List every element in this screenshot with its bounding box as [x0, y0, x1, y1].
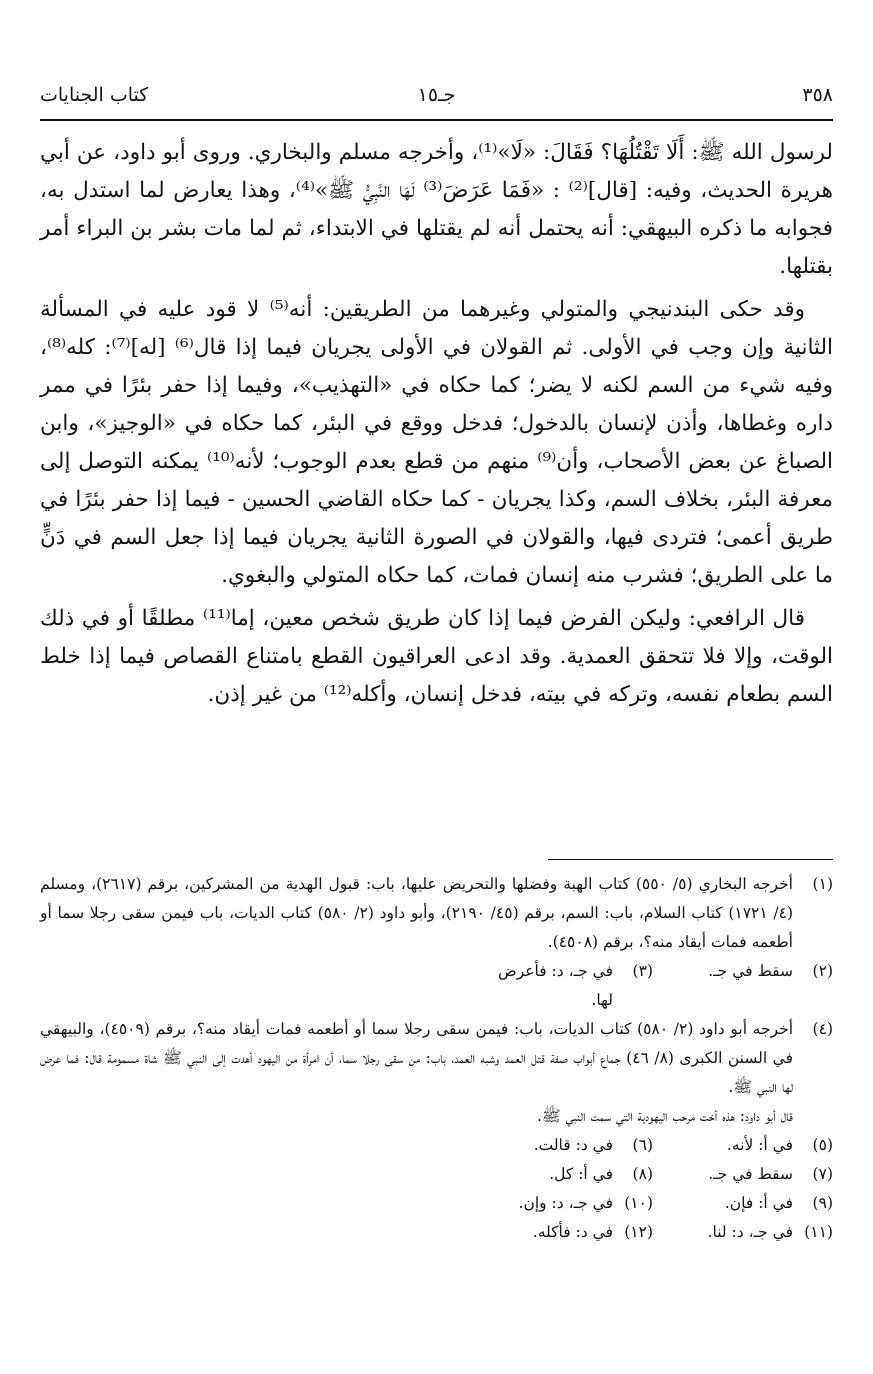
footnote: [40, 870, 833, 957]
footnote: [473, 1218, 653, 1247]
footnote-text: في د: فأكله.: [532, 1223, 613, 1241]
footnote-text: في أ: كل.: [549, 1165, 613, 1183]
book-title: كتاب الجنايات: [40, 84, 149, 106]
footnote-text: في د: قالت.: [533, 1136, 613, 1154]
paragraph: لرسول الله ﷺ: أَلَا تَقْتُلُهَا؟ فَقَالَ: «لَا»⁽¹⁾، وأخرجه مسلم والبخاري. وروى أبو داود، عن أبي هريرة الحديث، وفيه: [قال]⁽²⁾ : «فَمَا عَرَضَ⁽³⁾ لَهَا النَّبِيُّ ﷺ»⁽⁴⁾، وهذا يعارض لما استدل به، فجوابه ما ذكره البيهقي: أنه يحتمل أنه لم يقتلها في الابتداء، ثم لما مات بشر بن البراء أمر بقتلها.: [40, 140, 833, 279]
footnote: [653, 1131, 833, 1160]
footnote-number: (١٠): [624, 1194, 653, 1212]
footnote-number: (٢): [812, 962, 833, 980]
footnote-text: في جـ، د: لنا.: [707, 1223, 793, 1241]
footnote: [40, 1015, 833, 1102]
footnote-number: (٥): [812, 1136, 833, 1154]
footnote-text: سقط في جـ.: [708, 962, 793, 980]
footnote-number: (٣): [632, 962, 653, 980]
footnote-number: (١٢): [624, 1223, 653, 1241]
footnote-number: (٦): [632, 1136, 653, 1154]
footnote-row: [40, 1160, 833, 1189]
page-number: ٣٥٨: [802, 84, 833, 106]
footnote: [473, 1160, 653, 1189]
footnote: [653, 1160, 833, 1189]
footnote-row: [40, 1131, 833, 1160]
footnote: [653, 957, 833, 1015]
footnote: [473, 1131, 653, 1160]
footnote-text: في أ: فإن.: [724, 1194, 793, 1212]
footnote-row: [40, 1218, 833, 1247]
footnote-number: (٩): [812, 1194, 833, 1212]
footnote: [653, 1218, 833, 1247]
footnote-text: في جـ، د: فأعرض لها.: [497, 962, 613, 1009]
footnote-text: في جـ، د: وإن.: [518, 1194, 613, 1212]
footnote: [653, 1189, 833, 1218]
footnote-text: سقط في جـ.: [708, 1165, 793, 1183]
footnote-row: [40, 957, 833, 1015]
footnote-number: (٤): [812, 1020, 833, 1038]
footnote-text: أخرجه أبو داود (٢/ ٥٨٠) كتاب الديات، باب: فيمن سقى رجلا سما أو أطعمه فمات أيقاد منه؟، برقم (٤٥٠٩)، والبيهقي في السنن الكبرى (٨/ ٤٦) جماع أبواب صفة قتل العمد وشبه العمد، باب: من سقى رجلا سما، أن امرأة من اليهود أهدت إلى النبي ﷺ شاة مسمومة قال: فما عرض لها النبي ﷺ.: [40, 1020, 794, 1096]
running-header: [40, 84, 833, 112]
header-divider: [40, 119, 833, 121]
footnote-text: في أ: لأنه.: [726, 1136, 793, 1154]
footnote-divider: [548, 859, 833, 860]
paragraph: وقد حكى البندنيجي والمتولي وغيرهما من الطريقين: أنه⁽⁵⁾ لا قود عليه في المسألة الثانية وإن وجب في الأولى. ثم القولان في الأولى يجريان فيما إذا قال⁽⁶⁾ [له]⁽⁷⁾: كله⁽⁸⁾، وفيه شيء من السم لكنه لا يضر؛ كما حكاه في «التهذيب»، وفيما إذا حفر بئرًا في ممر داره وغطاها، وأذن لإنسان بالدخول؛ فدخل ووقع في البئر، كما حكاه في «الوجيز»، وابن الصباغ عن بعض الأصحاب، وأن⁽⁹⁾ منهم من قطع بعدم الوجوب؛ لأنه⁽¹⁰⁾ يمكنه التوصل إلى معرفة البئر، بخلاف السم، وكذا يجريان - كما حكاه القاضي الحسين - فيما إذا حفر بئرًا في طريق أعمى؛ فتردى فيها، والقولان في الصورة الثانية يجريان فيما إذا جعل السم في دَنٍّ ما على الطريق؛ فشرب منه إنسان فمات، كما حكاه المتولي والبغوي.: [40, 297, 834, 588]
footnote-number: (٧): [812, 1165, 833, 1183]
footnote-text: أخرجه البخاري (٥/ ٥٥٠) كتاب الهبة وفضلها والتحريض عليها، باب: قبول الهدية من المشركين، برقم (٢٦١٧)، ومسلم (٤/ ١٧٢١) كتاب السلام، باب: السم، برقم (٤٥/ ٢١٩٠)، وأبو داود (٢/ ٥٨٠) كتاب الديات، باب فيمن سقى رجلا سما أو أطعمه فمات أيقاد منه؟، برقم (٤٥٠٨).: [40, 875, 794, 951]
main-text: [40, 134, 833, 719]
footnote-number: (٨): [632, 1165, 653, 1183]
footnote: [473, 1189, 653, 1218]
paragraph: قال الرافعي: وليكن الفرض فيما إذا كان طريق شخص معين، إما⁽¹¹⁾ مطلقًا أو في ذلك الوقت، وإلا فلا تتحقق العمدية. وقد ادعى العراقيون القطع بامتناع القصاص فيما إذا خلط السم بطعام نفسه، وتركه في بيته، فدخل إنسان، وأكله⁽¹²⁾ من غير إذن.: [40, 606, 833, 707]
volume-label: جـ١٥: [417, 84, 456, 106]
footnote-number: (١١): [804, 1223, 833, 1241]
footnote-continuation: قال أبو داود: هذه أخت مرحب اليهودية التي سمت النبي ﷺ.: [536, 1107, 793, 1125]
footnote-row: [40, 1189, 833, 1218]
footnote: [473, 957, 653, 1015]
footnotes: [40, 870, 833, 1247]
footnote-number: (١): [812, 875, 833, 893]
